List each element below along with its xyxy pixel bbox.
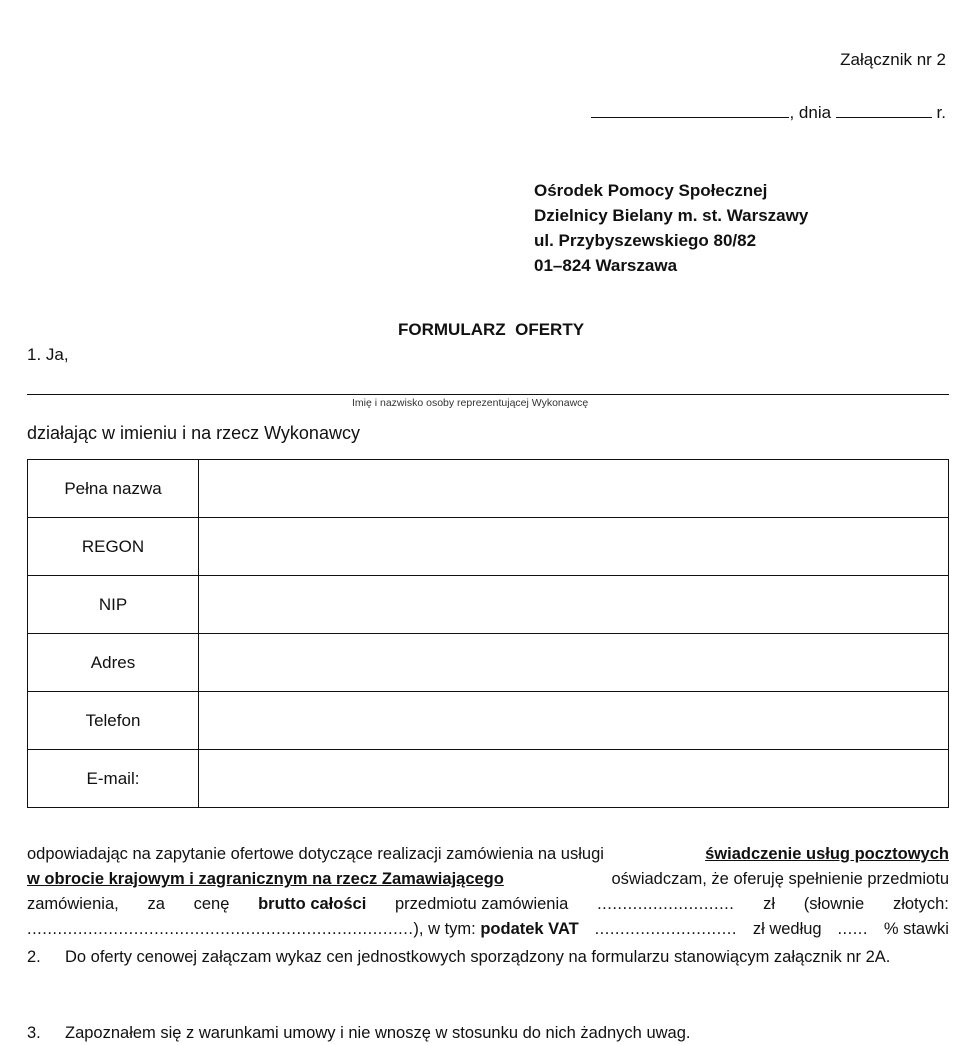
table-row	[28, 634, 949, 692]
offer-line-1	[27, 842, 949, 867]
table-row-value-field[interactable]	[199, 460, 949, 518]
representative-name-caption: Imię i nazwisko osoby reprezentującej Wykonawcę	[352, 397, 589, 409]
table-row	[28, 692, 949, 750]
contractor-table	[27, 459, 949, 808]
representative-name-line[interactable]	[27, 394, 949, 395]
table-row	[28, 750, 949, 808]
table-row-label: E-mail:	[28, 750, 199, 808]
form-title: FORMULARZ OFERTY	[398, 320, 585, 339]
addressee-block	[534, 178, 808, 278]
table-row	[28, 460, 949, 518]
addressee-line-4: 01–824 Warszawa	[534, 256, 678, 275]
table-row-label: Adres	[28, 634, 199, 692]
offer-word: (słownie	[803, 895, 865, 913]
table-row-value-field[interactable]	[199, 518, 949, 576]
offer-word: za	[147, 895, 165, 913]
table-row-label: NIP	[28, 576, 199, 634]
annex-label: Załącznik nr 2	[840, 50, 946, 69]
table-row-label: Telefon	[28, 692, 199, 750]
offer-service-scope: w obrocie krajowym i zagranicznym na rzecz Zamawiającego	[27, 870, 504, 888]
vat-amount-field[interactable]: ............................	[594, 920, 737, 938]
offer-vat-label: podatek VAT	[480, 920, 579, 938]
offer-line-2	[27, 867, 949, 892]
offer-word: złotych:	[892, 895, 949, 913]
year-suffix: r.	[936, 103, 946, 122]
addressee-line-2: Dzielnicy Bielany m. st. Warszawy	[534, 206, 809, 225]
table-row-label: REGON	[28, 518, 199, 576]
acting-on-behalf-text: działając w imieniu i na rzecz Wykonawcy	[27, 423, 360, 443]
offer-word: ), w tym:	[413, 920, 476, 938]
offer-word: % stawki	[883, 920, 949, 938]
table-row	[28, 576, 949, 634]
item1-intro: 1. Ja,	[27, 345, 69, 364]
table-row-value-field[interactable]	[199, 576, 949, 634]
addressee-line-1: Ośrodek Pomocy Społecznej	[534, 181, 768, 200]
offer-line-4	[27, 917, 949, 942]
offer-text-intro: odpowiadając na zapytanie ofertowe dotyczące realizacji zamówienia na usługi	[27, 845, 604, 863]
date-label: , dnia	[789, 103, 832, 122]
offer-word: cenę	[193, 895, 230, 913]
date-blank	[836, 103, 932, 118]
offer-word: zł	[763, 895, 775, 913]
list-item-text: Do oferty cenowej załączam wykaz cen jednostkowych sporządzony na formularzu stanowiącym załącznik nr 2A.	[65, 948, 891, 966]
list-item-number: 3.	[27, 1024, 41, 1042]
list-item	[27, 1021, 949, 1045]
offer-declaration: oświadczam, że oferuję spełnienie przedmiotu	[611, 870, 949, 888]
place-date-line	[591, 103, 946, 123]
addressee-line-3: ul. Przybyszewskiego 80/82	[534, 231, 757, 250]
list-item-text: Zapoznałem się z warunkami umowy i nie wnoszę w stosunku do nich żadnych uwag.	[65, 1024, 691, 1042]
offer-word: zł według	[752, 920, 822, 938]
price-in-words-field[interactable]: ............................................................................	[27, 920, 414, 938]
gross-price-field[interactable]: ...........................	[597, 895, 735, 913]
offer-gross-total: brutto całości	[258, 895, 367, 913]
table-row	[28, 518, 949, 576]
table-row-value-field[interactable]	[199, 634, 949, 692]
place-blank	[591, 103, 789, 118]
table-row-label: Pełna nazwa	[28, 460, 199, 518]
offer-word: zamówienia,	[27, 895, 119, 913]
table-row-value-field[interactable]	[199, 692, 949, 750]
offer-service-name: świadczenie usług pocztowych	[705, 845, 949, 863]
list-item-number: 2.	[27, 948, 41, 966]
table-row-value-field[interactable]	[199, 750, 949, 808]
offer-word: przedmiotu zamówienia	[395, 895, 569, 913]
offer-line-3	[27, 892, 949, 917]
offer-statement	[27, 842, 949, 942]
vat-rate-field[interactable]: ......	[837, 920, 868, 938]
list-item	[27, 945, 949, 969]
